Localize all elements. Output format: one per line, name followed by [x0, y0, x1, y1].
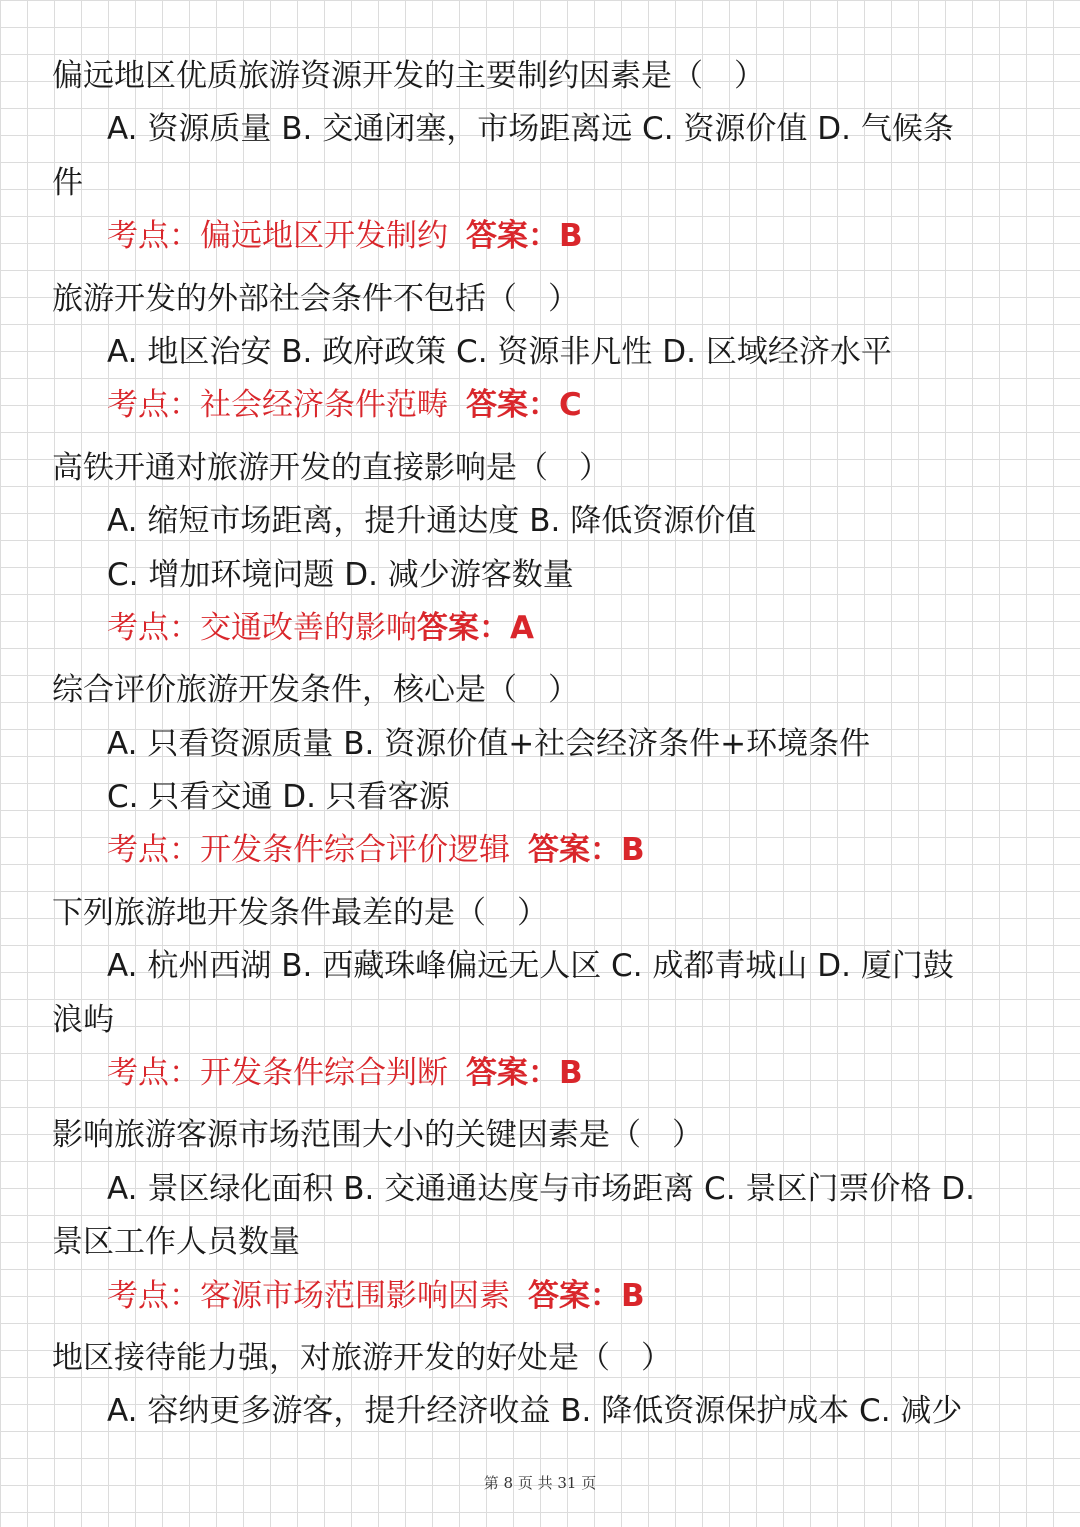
- question-stem: 旅游开发的外部社会条件不包括（ ）: [52, 280, 579, 317]
- key-point: 考点：开发条件综合评价逻辑: [107, 832, 510, 869]
- key-point-line: [52, 1047, 1042, 1100]
- key-point-line: [52, 824, 1042, 877]
- key-point: 考点：客源市场范围影响因素: [107, 1277, 510, 1314]
- question-options-continued: 景区工作人员数量: [52, 1224, 300, 1261]
- question-options: A. 只看资源质量 B. 资源价值+社会经济条件+环境条件: [107, 725, 871, 762]
- question-options: C. 只看交通 D. 只看客源: [107, 779, 450, 816]
- question-options: C. 增加环境问题 D. 减少游客数量: [107, 556, 574, 593]
- question-options: A. 缩短市场距离，提升通达度 B. 降低资源价值: [107, 503, 757, 540]
- key-point-line: [52, 1270, 1042, 1323]
- key-point-line: [52, 379, 1042, 432]
- key-point-line: [52, 602, 1042, 655]
- question-list: [52, 50, 1042, 1439]
- question-options-continued: 件: [52, 164, 83, 201]
- answer: 答案：B: [528, 832, 645, 869]
- answer: 答案：B: [466, 1055, 583, 1092]
- question-stem: 偏远地区优质旅游资源开发的主要制约因素是（ ）: [52, 58, 765, 94]
- page-number: 第 8 页 共 31 页: [483, 1474, 597, 1492]
- key-point: 考点：社会经济条件范畴: [107, 387, 448, 424]
- question-options: A. 容纳更多游客，提升经济收益 B. 降低资源保护成本 C. 减少: [107, 1393, 963, 1430]
- question-stem: 影响旅游客源市场范围大小的关键因素是（ ）: [52, 1117, 703, 1154]
- question-options: A. 景区绿化面积 B. 交通通达度与市场距离 C. 景区门票价格 D.: [107, 1170, 975, 1207]
- question-stem: 高铁开通对旅游开发的直接影响是（ ）: [52, 449, 610, 486]
- answer: 答案：A: [417, 609, 534, 646]
- question-options: A. 资源质量 B. 交通闭塞，市场距离远 C. 资源价值 D. 气候条: [107, 111, 954, 148]
- answer: 答案：B: [528, 1277, 645, 1314]
- question-stem: 地区接待能力强，对旅游开发的好处是（ ）: [52, 1339, 672, 1376]
- key-point-line: [52, 210, 1042, 263]
- question-options: A. 杭州西湖 B. 西藏珠峰偏远无人区 C. 成都青城山 D. 厦门鼓: [107, 948, 954, 985]
- key-point: 考点：交通改善的影响: [107, 609, 417, 646]
- key-point: 考点：偏远地区开发制约: [107, 218, 448, 255]
- answer: 答案：B: [466, 218, 583, 255]
- key-point: 考点：开发条件综合判断: [107, 1055, 448, 1092]
- question-options-continued: 浪屿: [52, 1001, 114, 1038]
- answer: 答案：C: [466, 387, 582, 424]
- question-options: A. 地区治安 B. 政府政策 C. 资源非凡性 D. 区域经济水平: [107, 333, 892, 370]
- question-stem: 下列旅游地开发条件最差的是（ ）: [52, 894, 548, 931]
- question-stem: 综合评价旅游开发条件，核心是（ ）: [52, 672, 579, 709]
